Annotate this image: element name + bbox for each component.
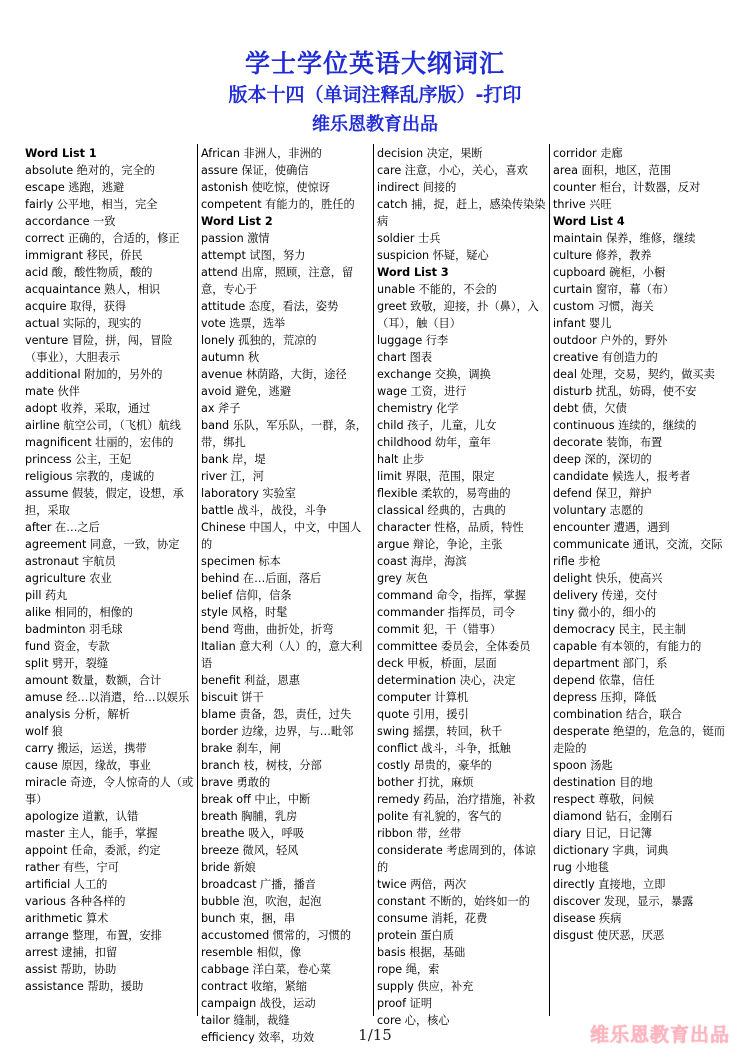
word-entry: attend 出席，照顾，注意，留意，专心于 — [201, 266, 354, 296]
word-entry: desperate 绝望的，危急的，铤而走险的 — [553, 725, 725, 755]
word-entry: flexible 柔软的，易弯曲的 — [377, 487, 511, 500]
word-entry: analysis 分析，解析 — [25, 708, 130, 721]
word-entry: greet 致敬，迎接，扑（鼻），入（耳），触（目） — [377, 300, 539, 330]
word-column-4 — [549, 144, 728, 1016]
word-entry: communicate 通讯，交流，交际 — [553, 538, 723, 551]
word-entry: soldier 士兵 — [377, 232, 441, 245]
word-entry: unable 不能的，不会的 — [377, 283, 497, 296]
word-entry: river 江，河 — [201, 470, 264, 483]
word-entry: thrive 兴旺 — [553, 198, 612, 211]
word-entry: core 心，核心 — [377, 1014, 450, 1027]
word-entry: depress 压抑，降低 — [553, 691, 657, 704]
word-entry: conflict 战斗，斗争，抵触 — [377, 742, 511, 755]
word-entry: bunch 束，捆，串 — [201, 912, 296, 925]
word-entry: specimen 标本 — [201, 555, 281, 568]
word-entry: childhood 幼年，童年 — [377, 436, 491, 449]
word-entry: laboratory 实验室 — [201, 487, 296, 500]
word-entry: luggage 行李 — [377, 334, 449, 347]
word-entry: avoid 避免，逃避 — [201, 385, 292, 398]
word-entry: assist 帮助，协助 — [25, 963, 117, 976]
word-entry: cause 原因，缘故，事业 — [25, 759, 151, 772]
word-entry: style 风格，时髦 — [201, 606, 288, 619]
word-entry: airline 航空公司，（飞机）航线 — [25, 419, 181, 432]
word-entry: indirect 间接的 — [377, 181, 457, 194]
word-entry: swing 摇摆，转回，秋千 — [377, 725, 503, 738]
word-entry: argue 辩论，争论，主张 — [377, 538, 503, 551]
word-entry: amuse 经…以消遣，给…以娱乐 — [25, 691, 190, 704]
word-entry: grey 灰色 — [377, 572, 428, 585]
word-entry: delivery 传递，交付 — [553, 589, 658, 602]
word-entry: assume 假装，假定，设想，承担，采取 — [25, 487, 184, 517]
word-entry: decision 决定，果断 — [377, 147, 483, 160]
word-entry: basis 根据，基础 — [377, 946, 466, 959]
word-entry: suspicion 怀疑，疑心 — [377, 249, 489, 262]
word-entry: avenue 林荫路，大街，途径 — [201, 368, 347, 381]
word-entry: wolf 狼 — [25, 725, 63, 738]
document-title: 学士学位英语大纲词汇 — [244, 49, 505, 78]
word-entry: fund 资金，专款 — [25, 640, 110, 653]
word-entry: combination 结合，联合 — [553, 708, 682, 721]
word-entry: corridor 走廊 — [553, 147, 623, 160]
watermark-logo: 维乐恩教育出品 — [589, 1024, 730, 1046]
word-entry: break off 中止，中断 — [201, 793, 311, 806]
word-entry: cupboard 碗柜，小橱 — [553, 266, 666, 279]
word-entry: halt 止步 — [377, 453, 425, 466]
word-entry: badminton 羽毛球 — [25, 623, 123, 636]
word-entry: deck 甲板，桥面，层面 — [377, 657, 497, 670]
word-entry: various 各种各样的 — [25, 895, 126, 908]
word-entry: adopt 收养，采取，通过 — [25, 402, 151, 415]
word-entry: character 性格，品质，特性 — [377, 521, 524, 534]
word-entry: master 主人，能手，掌握 — [25, 827, 158, 840]
word-entry: infant 婴儿 — [553, 317, 612, 330]
word-list-heading: Word List 4 — [553, 215, 625, 228]
word-entry: constant 不断的，始终如一的 — [377, 895, 530, 908]
word-entry: polite 有礼貌的，客气的 — [377, 810, 502, 823]
word-entry: bother 打扰，麻烦 — [377, 776, 474, 789]
word-entry: rather 有些，宁可 — [25, 861, 119, 874]
word-entry: disgust 使厌恶，厌恶 — [553, 929, 665, 942]
word-entry: border 边缘，边界，与…毗邻 — [201, 725, 354, 738]
word-entry: cabbage 洋白菜，卷心菜 — [201, 963, 331, 976]
word-entry: disturb 扰乱，妨碍，使不安 — [553, 385, 697, 398]
word-column-2 — [197, 144, 373, 1044]
word-entry: passion 激情 — [201, 232, 270, 245]
word-entry: bank 岸，堤 — [201, 453, 266, 466]
word-entry: command 命令，指挥，掌握 — [377, 589, 526, 602]
word-entry: rug 小地毯 — [553, 861, 609, 874]
word-entry: disease 疾病 — [553, 912, 622, 925]
word-entry: arrange 整理，布置，安排 — [25, 929, 162, 942]
word-entry: deep 深的，深切的 — [553, 453, 652, 466]
word-entry: actual 实际的，现实的 — [25, 317, 142, 330]
word-entry: bend 弯曲，曲折处，折弯 — [201, 623, 334, 636]
word-list-heading: Word List 2 — [201, 215, 273, 228]
word-entry: efficiency 效率，功效 — [201, 1031, 315, 1044]
word-entry: department 部门，系 — [553, 657, 668, 670]
word-entry: breeze 微风，轻风 — [201, 844, 299, 857]
word-entry: committee 委员会，全体委员 — [377, 640, 531, 653]
word-entry: ribbon 带，丝带 — [377, 827, 462, 840]
word-entry: ax 斧子 — [201, 402, 241, 415]
word-entry: lonely 孤独的，荒凉的 — [201, 334, 317, 347]
word-entry: protein 蛋白质 — [377, 929, 454, 942]
word-entry: diary 日记，日记簿 — [553, 827, 652, 840]
word-entry: directly 直接地，立即 — [553, 878, 666, 891]
word-entry: amount 数量，数额，合计 — [25, 674, 162, 687]
word-entry: continuous 连续的，继续的 — [553, 419, 697, 432]
word-entry: respect 尊敬，问候 — [553, 793, 655, 806]
word-entry: costly 昂贵的，豪华的 — [377, 759, 492, 772]
word-entry: commander 指挥员，司令 — [377, 606, 516, 619]
word-entry: chemistry 化学 — [377, 402, 459, 415]
word-entry: chart 图表 — [377, 351, 433, 364]
word-entry: discover 发现，显示，暴露 — [553, 895, 694, 908]
word-entry: destination 目的地 — [553, 776, 653, 789]
word-entry: encounter 遭遇，遇到 — [553, 521, 670, 534]
word-entry: catch 捕，捉，赶上，感染传染染病 — [377, 198, 546, 228]
publisher-line: 维乐恩教育出品 — [312, 114, 438, 135]
word-entry: accustomed 惯常的，习惯的 — [201, 929, 352, 942]
word-entry: magnificent 壮丽的，宏伟的 — [25, 436, 174, 449]
word-entry: classical 经典的，古典的 — [377, 504, 506, 517]
word-entry: capable 有本领的，有能力的 — [553, 640, 702, 653]
word-entry: alike 相同的，相像的 — [25, 606, 133, 619]
word-entry: breath 胸脯，乳房 — [201, 810, 298, 823]
word-column-3 — [373, 144, 549, 1027]
word-entry: autumn 秋 — [201, 351, 260, 364]
word-entry: counter 柜台，计数器，反对 — [553, 181, 701, 194]
word-entry: tailor 缝制，裁缝 — [201, 1014, 290, 1027]
word-entry: acquire 取得，获得 — [25, 300, 127, 313]
word-entry: voluntary 志愿的 — [553, 504, 644, 517]
word-entry: agreement 同意，一致，协定 — [25, 538, 180, 551]
word-entry: campaign 战役，运动 — [201, 997, 316, 1010]
word-entry: Italian 意大利（人）的，意大利语 — [201, 640, 363, 670]
word-entry: decorate 装饰，布置 — [553, 436, 663, 449]
word-entry: appoint 任命，委派，约定 — [25, 844, 161, 857]
word-entry: acid 酸，酸性物质，酸的 — [25, 266, 153, 279]
document-subtitle: 版本十四（单词注释乱序版）-打印 — [228, 84, 522, 106]
word-entry: bride 新娘 — [201, 861, 256, 874]
word-entry: biscuit 饼干 — [201, 691, 264, 704]
word-entry: defend 保卫，辩护 — [553, 487, 652, 500]
word-entry: debt 债，欠债 — [553, 402, 627, 415]
word-entry: escape 逃跑，逃避 — [25, 181, 125, 194]
word-entry: attempt 试图，努力 — [201, 249, 306, 262]
word-entry: culture 修养，教养 — [553, 249, 652, 262]
word-entry: resemble 相似，像 — [201, 946, 302, 959]
word-entry: tiny 微小的，细小的 — [553, 606, 657, 619]
word-entry: assistance 帮助，援助 — [25, 980, 144, 993]
word-entry: competent 有能力的，胜任的 — [201, 198, 355, 211]
word-entry: quote 引用，援引 — [377, 708, 469, 721]
word-list-heading: Word List 1 — [25, 147, 97, 160]
word-entry: mate 伙伴 — [25, 385, 80, 398]
word-entry: bubble 泡，吹泡，起泡 — [201, 895, 322, 908]
word-entry: remedy 药品，治疗措施，补救 — [377, 793, 536, 806]
word-entry: band 乐队，军乐队，一群，条，带，绑扎 — [201, 419, 367, 449]
word-entry: limit 界限，范围，限定 — [377, 470, 495, 483]
word-entry: attitude 态度，看法，姿势 — [201, 300, 339, 313]
page-number: 1/15 — [358, 1026, 392, 1044]
word-entry: blame 责备，怨，责任，过失 — [201, 708, 352, 721]
word-entry: pill 药丸 — [25, 589, 68, 602]
word-entry: delight 快乐，使高兴 — [553, 572, 663, 585]
word-entry: spoon 汤匙 — [553, 759, 613, 772]
word-entry: astronaut 宇航员 — [25, 555, 116, 568]
word-entry: miracle 奇迹，令人惊奇的人（或事） — [25, 776, 194, 806]
word-entry: deal 处理，交易，契约，做买卖 — [553, 368, 715, 381]
word-entry: area 面积，地区，范围 — [553, 164, 672, 177]
word-entry: belief 信仰，信条 — [201, 589, 292, 602]
word-entry: democracy 民主，民主制 — [553, 623, 686, 636]
word-entry: contract 收缩，紧缩 — [201, 980, 307, 993]
word-entry: apologize 道歉，认错 — [25, 810, 139, 823]
word-entry: battle 战斗，战役，斗争 — [201, 504, 327, 517]
word-entry: twice 两倍，两次 — [377, 878, 467, 891]
word-entry: creative 有创造力的 — [553, 351, 658, 364]
word-entry: determination 决心，决定 — [377, 674, 516, 687]
word-entry: care 注意，小心，关心，喜欢 — [377, 164, 528, 177]
word-entry: artificial 人工的 — [25, 878, 108, 891]
word-entry: exchange 交换，调换 — [377, 368, 491, 381]
word-entry: benefit 利益，恩惠 — [201, 674, 300, 687]
word-entry: maintain 保养，维修，继续 — [553, 232, 696, 245]
word-entry: after 在…之后 — [25, 521, 100, 534]
word-entry: considerate 考虑周到的，体谅的 — [377, 844, 536, 874]
word-entry: coast 海岸，海滨 — [377, 555, 467, 568]
word-entry: wage 工资，进行 — [377, 385, 467, 398]
word-entry: rifle 步枪 — [553, 555, 601, 568]
word-entry: child 孩子，儿童，儿女 — [377, 419, 497, 432]
word-entry: correct 正确的，合适的，修正 — [25, 232, 180, 245]
word-entry: absolute 绝对的，完全的 — [25, 164, 155, 177]
word-entry: brake 刹车，闸 — [201, 742, 281, 755]
word-entry: African 非洲人，非洲的 — [201, 147, 322, 160]
word-entry: venture 冒险，拼，闯，冒险（事业），大胆表示 — [25, 334, 173, 364]
word-entry: split 劈开，裂缝 — [25, 657, 109, 670]
word-entry: curtain 窗帘，幕（布） — [553, 283, 675, 296]
word-entry: behind 在…后面，落后 — [201, 572, 322, 585]
word-entry: carry 搬运，运送，携带 — [25, 742, 147, 755]
word-entry: consume 消耗，花费 — [377, 912, 488, 925]
word-entry: broadcast 广播，播音 — [201, 878, 316, 891]
word-column-1 — [22, 144, 197, 1016]
word-entry: vote 选票，选举 — [201, 317, 286, 330]
word-entry: diamond 钻石，金刚石 — [553, 810, 673, 823]
word-entry: candidate 候选人，报考者 — [553, 470, 691, 483]
word-entry: supply 供应，补充 — [377, 980, 474, 993]
word-entry: proof 证明 — [377, 997, 433, 1010]
word-entry: brave 勇敢的 — [201, 776, 271, 789]
word-entry: branch 枝，树枝，分部 — [201, 759, 322, 772]
word-entry: arithmetic 算术 — [25, 912, 109, 925]
word-entry: dictionary 字典，词典 — [553, 844, 669, 857]
word-entry: depend 依靠，信任 — [553, 674, 655, 687]
word-entry: fairly 公平地，相当，完全 — [25, 198, 158, 211]
word-entry: princess 公主，王妃 — [25, 453, 132, 466]
word-entry: rope 绳，索 — [377, 963, 440, 976]
word-entry: commit 犯，干（错事） — [377, 623, 502, 636]
word-entry: acquaintance 熟人，相识 — [25, 283, 161, 296]
word-list-heading: Word List 3 — [377, 266, 449, 279]
word-entry: accordance 一致 — [25, 215, 116, 228]
word-entry: arrest 逮捕，扣留 — [25, 946, 118, 959]
word-entry: Chinese 中国人，中文，中国人的 — [201, 521, 362, 551]
word-entry: additional 附加的，另外的 — [25, 368, 163, 381]
word-entry: immigrant 移民，侨民 — [25, 249, 143, 262]
word-entry: breathe 吸入，呼吸 — [201, 827, 305, 840]
word-entry: assure 保证，使确信 — [201, 164, 309, 177]
word-entry: custom 习惯，海关 — [553, 300, 654, 313]
word-entry: agriculture 农业 — [25, 572, 112, 585]
word-entry: outdoor 户外的，野外 — [553, 334, 668, 347]
word-entry: religious 宗教的，虔诚的 — [25, 470, 155, 483]
word-entry: computer 计算机 — [377, 691, 469, 704]
word-entry: astonish 使吃惊，使惊讶 — [201, 181, 330, 194]
